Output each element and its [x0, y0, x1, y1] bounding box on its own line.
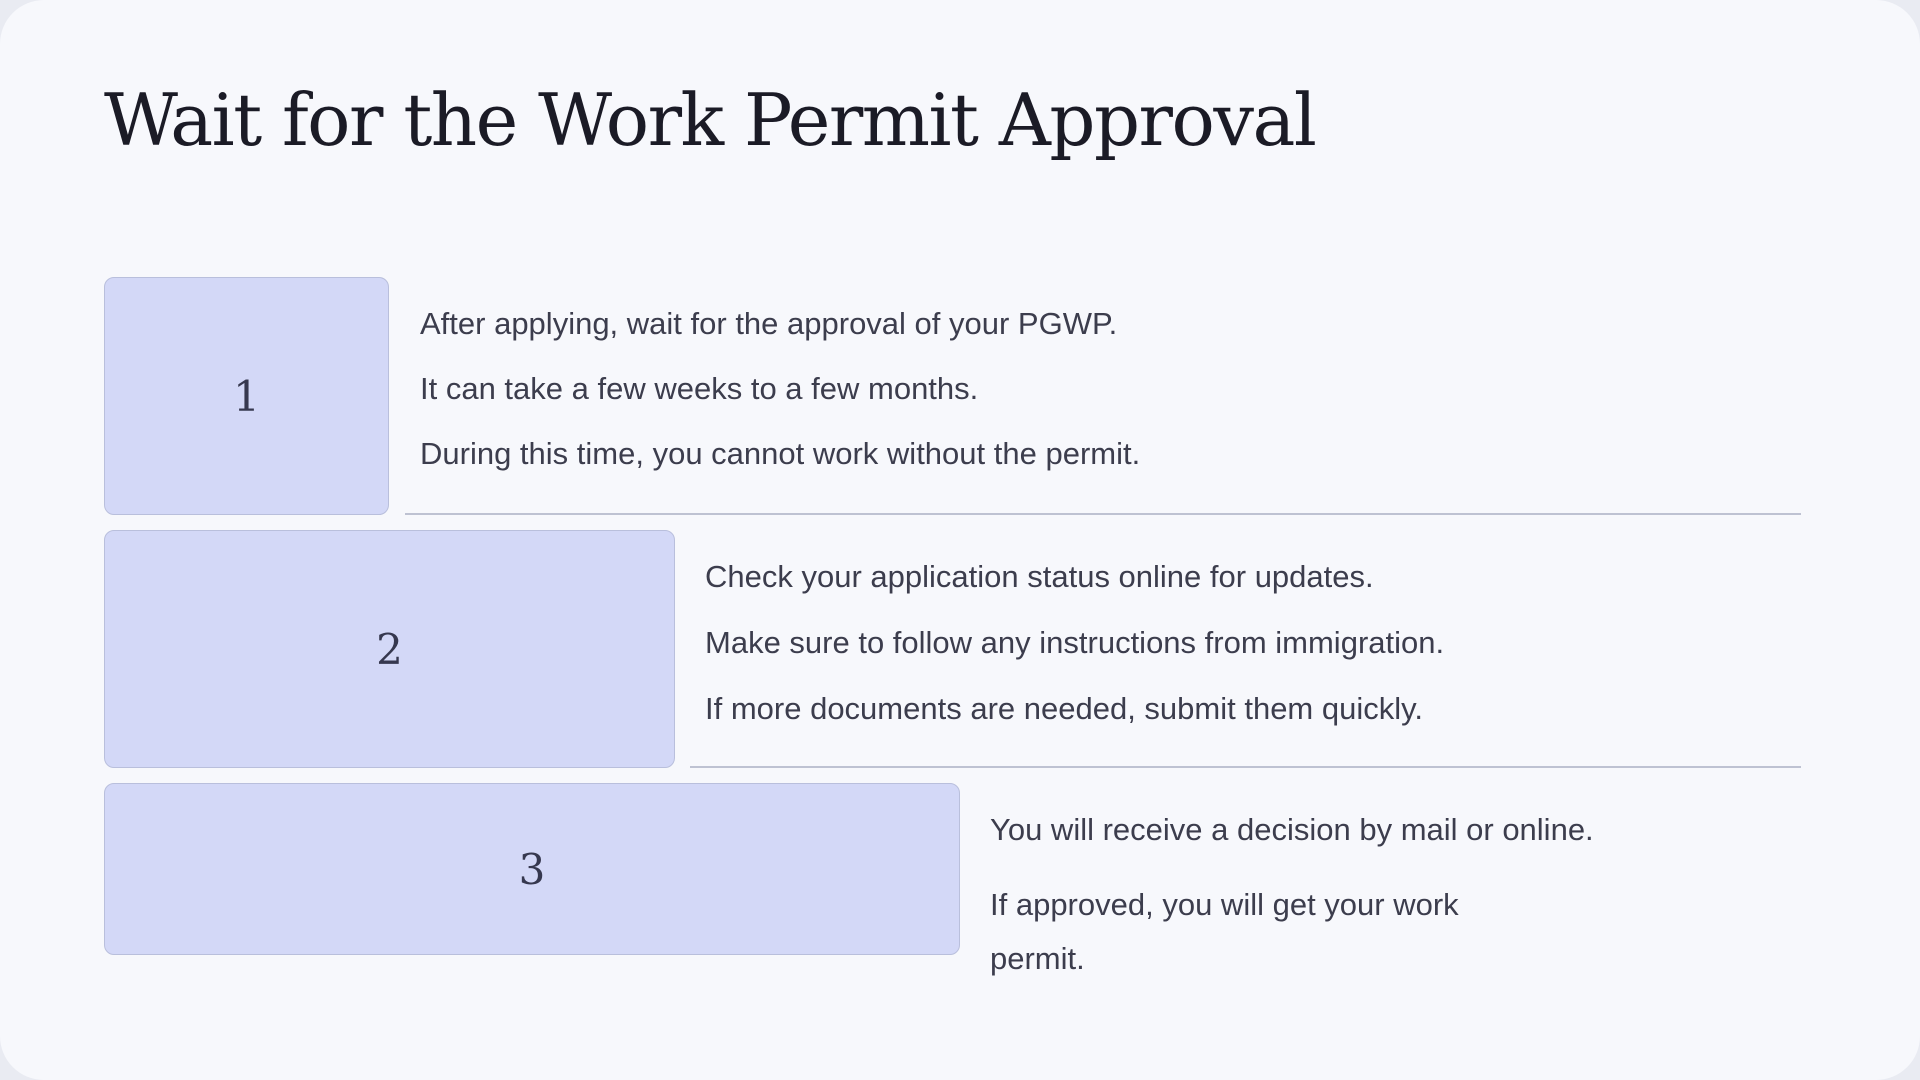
divider-1	[405, 513, 1801, 515]
step-2-line-3: If more documents are needed, submit them quickly.	[705, 691, 1423, 726]
step-3-text	[990, 812, 1594, 986]
step-3-number: 3	[518, 844, 546, 894]
step-1-line-3: During this time, you cannot work without the permit.	[420, 436, 1141, 471]
step-1-line-1: After applying, wait for the approval of your PGWP.	[420, 306, 1118, 341]
step-1-box	[104, 277, 389, 515]
step-2-number: 2	[376, 624, 403, 674]
step-2-line-2: Make sure to follow any instructions from immigration.	[705, 625, 1445, 660]
step-3-line-2: If approved, you will get your work permit.	[990, 887, 1459, 976]
step-2-box	[104, 530, 675, 768]
step-3-line-1: You will receive a decision by mail or online.	[990, 812, 1594, 847]
page-title: Wait for the Work Permit Approval	[104, 78, 1316, 162]
step-1-number: 1	[233, 371, 260, 421]
step-2-line-1: Check your application status online for updates.	[705, 559, 1374, 594]
divider-2	[690, 766, 1801, 768]
step-1-line-2: It can take a few weeks to a few months.	[420, 371, 979, 406]
step-2-text	[705, 559, 1444, 727]
step-1-text	[420, 306, 1140, 472]
step-3-box	[104, 783, 960, 955]
